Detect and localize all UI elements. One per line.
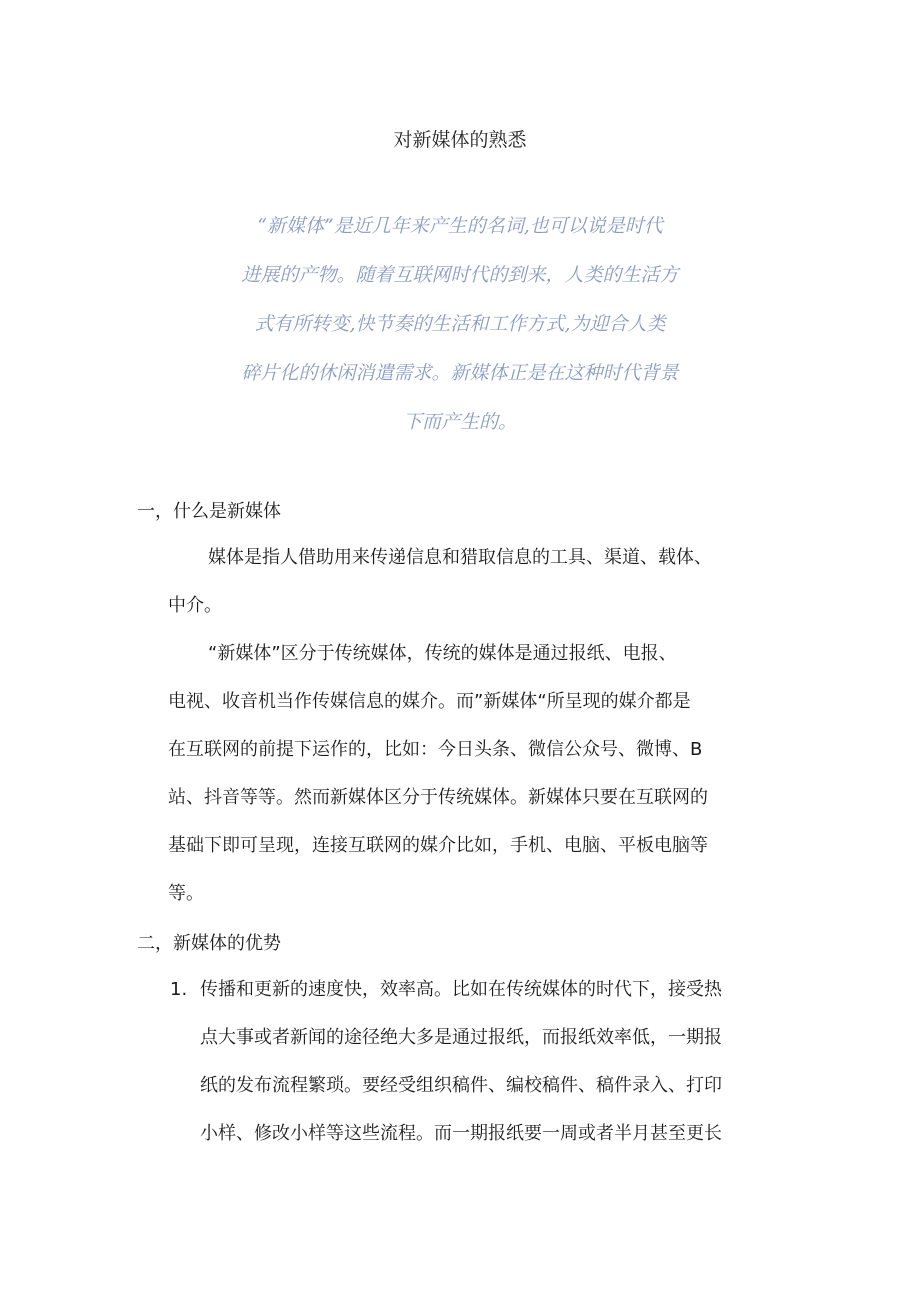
paragraph-line: “新媒体”区分于传统媒体，传统的媒体是通过报纸、电报、 <box>208 643 677 664</box>
abstract-block <box>225 208 695 453</box>
list-number: 1. <box>170 979 188 1000</box>
section-heading-what-is-new-media: 一，什么是新媒体 <box>137 501 281 522</box>
paragraph-line: 电视、收音机当作传媒信息的媒介。而”新媒体“所呈现的媒介都是 <box>168 691 691 712</box>
list-item-advantage-1 <box>170 975 790 1167</box>
paragraph-line: 等。 <box>168 883 204 904</box>
paragraph-comparison <box>168 639 788 927</box>
list-item-first-line <box>170 975 790 1023</box>
paragraph-line: 中介。 <box>168 595 222 616</box>
abstract-line: “新媒体”是近几年来产生的名词,也可以说是时代 <box>257 215 663 237</box>
paragraph-line: 传播和更新的速度快，效率高。比如在传统媒体的时代下，接受热 <box>200 979 722 1000</box>
paragraph-line: 小样、修改小样等这些流程。而一期报纸要一周或者半月甚至更长 <box>200 1123 722 1144</box>
paragraph-definition <box>168 543 788 639</box>
paragraph-line: 纸的发布流程繁琐。要经受组织稿件、编校稿件、稿件录入、打印 <box>200 1075 722 1096</box>
paragraph-line: 在互联网的前提下运作的，比如：今日头条、微信公众号、微博、B <box>168 739 703 760</box>
paragraph-line: 站、抖音等等。然而新媒体区分于传统媒体。新媒体只要在互联网的 <box>168 787 708 808</box>
section-heading-advantages: 二，新媒体的优势 <box>137 933 281 954</box>
abstract-line: 碎片化的休闲消遣需求。新媒体正是在这种时代背景 <box>241 362 679 384</box>
abstract-line: 进展的产物。随着互联网时代的到来，人类的生活方 <box>241 264 679 286</box>
abstract-line: 式有所转变,快节奏的生活和工作方式,为迎合人类 <box>254 313 666 335</box>
paragraph-line: 媒体是指人借助用来传递信息和猎取信息的工具、渠道、载体、 <box>208 547 712 568</box>
abstract-line: 下而产生的。 <box>402 411 517 433</box>
paragraph-line: 基础下即可呈现，连接互联网的媒介比如，手机、电脑、平板电脑等 <box>168 835 708 856</box>
document-title: 对新媒体的熟悉 <box>393 129 527 151</box>
paragraph-line: 点大事或者新闻的途径绝大多是通过报纸，而报纸效率低，一期报 <box>200 1027 722 1048</box>
